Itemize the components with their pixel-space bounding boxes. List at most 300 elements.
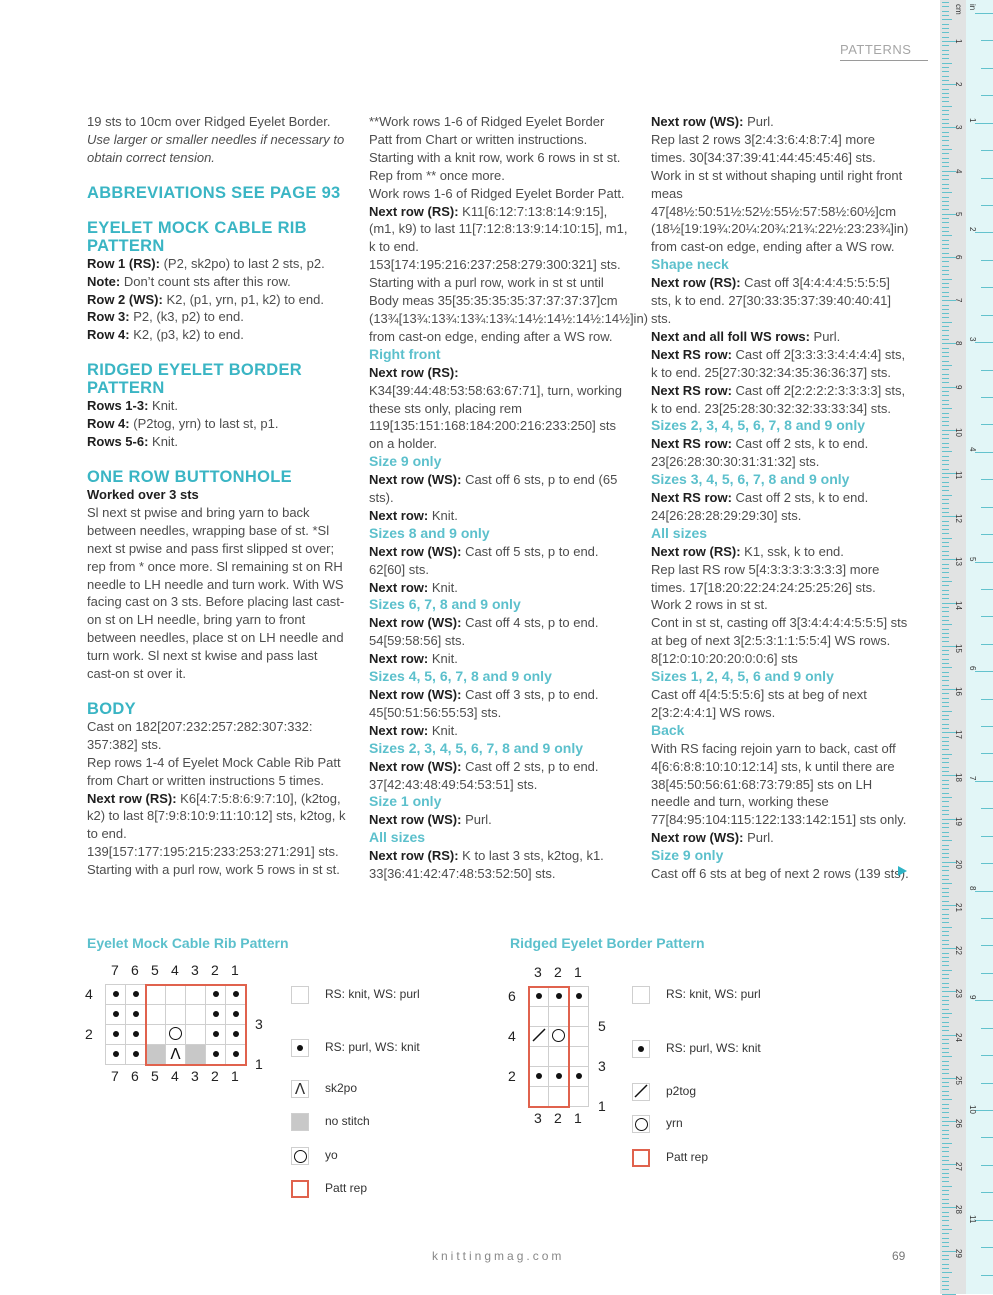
section-rule [840,60,928,61]
ruler-tick [942,197,949,198]
ruler-cm-label: 29 [954,1248,963,1258]
ruler-tick [942,54,949,55]
column-number: 2 [211,962,219,978]
ruler-tick [942,227,949,228]
ruler-tick [981,178,993,179]
ruler-tick [975,232,993,233]
ruler-tick [942,1069,949,1070]
chart-cell [106,1025,126,1045]
ruler-cm-label: 24 [954,1032,963,1042]
ruler-tick [942,1048,949,1049]
ruler-tick [942,97,949,98]
ruler-tick [942,667,952,668]
ruler-cm-label: 16 [954,687,963,696]
ruler-tick [981,150,993,151]
ruler-tick [942,132,949,133]
instruction-line [651,274,913,328]
purl-dot-icon [233,1051,239,1057]
ruler-tick [942,287,949,288]
ruler-tick [981,1247,993,1248]
ruler-tick [942,482,949,483]
row-number: 2 [85,1026,93,1042]
ruler-tick [942,460,949,461]
ruler-tick [942,581,952,582]
instruction-line [369,650,629,668]
chart-cell [206,1005,226,1025]
ruler-tick [942,1169,949,1170]
ruler-tick [942,382,949,383]
instruction-line [369,203,629,257]
ruler-cm-label: 2 [954,82,963,87]
ruler-tick [942,292,949,293]
purl-dot-icon [113,1011,119,1017]
ruler-tick [981,945,993,946]
ruler-tick [942,637,949,638]
instruction-text: Purl. [743,114,774,129]
instruction-label: Next row (RS): [651,275,741,291]
body-text: Rep last RS row 5[4:3:3:3:3:3:3:3] more times. 17[18:20:22:24:24:25:25:26] sts. [651,561,880,595]
ruler-inch-strip [966,0,993,1294]
row-number: 4 [85,986,93,1002]
ruler-tick [981,260,993,261]
ruler-tick [942,598,949,599]
instruction-line [369,507,629,525]
chart-cell [529,987,549,1007]
row-number: 3 [598,1058,606,1074]
chart-cell [126,1005,146,1025]
ruler-tick [942,270,949,271]
ruler-tick [942,931,949,932]
section-heading: RIDGED EYELET BORDER PATTERN [87,361,303,398]
instruction-label: Next row: [369,651,429,667]
ruler-tick [942,296,949,297]
ruler-cm-label: 11 [954,471,963,480]
body-text: Starting with a knit row, work 6 rows in st st. [369,149,621,165]
ruler-tick [942,672,949,673]
purl-dot-icon [133,1011,139,1017]
ruler-tick [942,158,949,159]
ruler-tick [942,374,949,375]
instruction-line [369,579,629,597]
ruler-tick [942,974,949,975]
purl-dot-icon [638,1046,644,1052]
instruction-line [87,308,347,326]
ruler-tick [942,521,949,522]
ruler-tick [942,1073,949,1074]
chart-cell [226,1025,246,1045]
ruler-tick [942,1009,949,1010]
purl-dot-icon [233,991,239,997]
ruler-tick [942,6,949,7]
ruler-cm-label: 13 [954,557,963,567]
ruler-tick [942,1255,949,1256]
purl-dot-icon [536,1073,542,1079]
ruler-tick [942,395,949,396]
ruler-tick [942,849,949,850]
subheading: Sizes 4, 5, 6, 7, 8 and 9 only [369,668,552,685]
body-text: Rep from ** once more. [369,167,505,183]
ruler-cm-label: 27 [954,1162,963,1172]
purl-dot-icon [297,1045,303,1051]
row-number: 6 [508,988,516,1004]
ruler-tick [975,342,993,343]
ruler-tick [942,870,949,871]
chart-cell [166,1045,186,1065]
ruler-tick [942,1108,949,1109]
footer-url: knittingmag.com [432,1249,565,1263]
ruler-tick [942,1017,949,1018]
purl-dot-icon [536,993,542,999]
instruction-text: Cast off 2[3:3:3:3:4:4:4:4] sts, k to end. 25[27:30:32:34:35:36:36:37] sts. [651,346,906,380]
ruler-inch-label: 3 [968,337,977,342]
ruler-tick [981,699,993,700]
instruction-text: K2, (p3, k2) to end. [129,327,244,343]
instruction-line [369,686,629,722]
ruler-tick [942,957,949,958]
ruler-tick [942,685,949,686]
instruction-text: Cast off 2 sts, p to end. 37[42:43:48:49:54:53:51] sts. [369,758,599,792]
ruler-tick [942,274,949,275]
ruler-tick [942,106,952,107]
ruler-tick [942,469,949,470]
ruler-tick [981,1028,993,1029]
instruction-label: Next row (WS): [369,472,462,488]
ruler-tick [942,76,949,77]
ruler-tick [942,512,949,513]
instruction-label: Row 4: [87,327,130,343]
chart-cell [569,1047,589,1067]
ruler-tick [942,166,949,167]
yarn-over-circle-icon [294,1150,307,1163]
column-number: 3 [191,962,199,978]
ruler-tick [942,611,949,612]
ruler-tick [942,266,949,267]
ruler-tick [942,857,949,858]
subheading: Sizes 8 and 9 only [369,524,490,541]
instruction-text: Cast off 5 sts, p to end. 62[60] sts. [369,543,599,577]
chart-cell [186,1025,206,1045]
body-text: **Work rows 1-6 of Ridged Eyelet Border Patt from Chart or written instructions. [369,114,605,147]
legend-label: Patt rep [666,1150,709,1164]
ruler-tick [942,326,949,327]
ruler-tick [942,1177,949,1178]
legend-swatch [632,1083,650,1101]
ruler-tick [942,1086,949,1087]
ruler-tick [942,1151,949,1152]
ruler-tick [942,741,949,742]
body-text: Sl next st pwise and bring yarn to back between needles, wrapping base of st. *Sl next st pwise and pass first slipped st over; rep from * once more. Sl remaining st on RH needle to LH needle and turn work. With WS facing cast on 3 sts. Before placing last cast-on st on LH needle, bring yarn to front between needles, place st on LH needle and turn work. Sl next st kwise and pass last cast-on st over it. [87,504,345,682]
ruler-tick [942,205,949,206]
ruler-tick [981,68,993,69]
ruler-cm-label: 22 [954,946,963,956]
ruler-tick [942,564,949,565]
legend-swatch [632,1040,650,1058]
ruler-tick [942,702,949,703]
legend-label: RS: purl, WS: knit [666,1041,761,1055]
ruler-tick [942,1173,949,1174]
ruler-cm-label: 1 [954,39,963,44]
ruler-inch-label: 11 [968,1214,977,1223]
chart1-title: Eyelet Mock Cable Rib Pattern [87,935,289,951]
instruction-text: Knit. [428,651,458,667]
column-number: 2 [211,1068,219,1084]
ruler-tick [942,737,949,738]
ruler-tick [981,287,993,288]
ruler-tick [942,1203,949,1204]
ruler-tick [942,499,949,500]
ruler-tick [981,205,993,206]
ruler-tick [981,534,993,535]
ruler-tick [942,1125,949,1126]
ruler-tick [942,153,949,154]
ruler-tick [942,1181,949,1182]
ruler-inch-label: 5 [968,556,977,561]
ruler-tick [942,1095,949,1096]
ruler-tick [981,836,993,837]
ruler-tick [942,348,949,349]
ruler-tick [942,434,949,435]
ruler-tick [942,508,949,509]
instruction-text: Knit. [148,398,179,414]
ruler-tick [942,279,952,280]
instruction-text: Cast off 3[4:4:4:4:5:5:5:5] sts, k to end. 27[30:33:35:37:39:40:40:41] sts. [651,275,891,326]
ruler-cm-label: 23 [954,989,963,999]
legend-label: yrn [666,1116,683,1130]
italic-note: Use larger or smaller needles if necessary to obtain correct tension. [87,131,345,165]
ruler-tick [942,940,949,941]
instruction-text: Knit. [428,722,458,738]
ruler-tick [942,309,949,310]
ruler-tick [942,1039,949,1040]
ruler-tick [942,546,949,547]
ruler-tick [942,136,949,137]
ruler-cm-label: 25 [954,1075,963,1085]
chart-cell [106,985,126,1005]
ruler-tick [942,1147,949,1148]
legend-swatch [291,986,309,1004]
instruction-label: Next RS row: [651,490,732,506]
ruler-tick [942,978,949,979]
bold-line: Worked over 3 sts [87,486,199,502]
ruler-tick [942,209,949,210]
ruler-tick [942,970,952,971]
ruler-tick [981,589,993,590]
legend-swatch [291,1113,309,1131]
instruction-label: Note: [87,273,121,289]
ruler-tick [942,425,949,426]
ruler-tick [942,590,949,591]
ruler-inch-label: 1 [968,117,977,123]
chart-grid [528,986,589,1107]
instruction-label: Next row: [369,507,429,523]
ruler-tick [975,13,993,14]
ruler-tick [981,753,993,754]
ruler-tick [942,50,949,51]
ruler-tick [942,11,949,12]
ruler-tick [942,313,949,314]
ruler-tick [942,784,949,785]
subheading: All sizes [369,829,426,846]
ruler-tick [942,762,949,763]
purl-dot-icon [576,1073,582,1079]
ruler-tick [942,248,949,249]
ruler-tick [942,413,949,414]
ruler-tick [981,726,993,727]
ruler-tick [942,676,949,677]
instruction-text: Knit. [148,434,179,450]
instruction-label: Next row: [369,579,429,595]
ruler-tick [942,1052,949,1053]
ruler-tick [942,888,949,889]
ruler-tick [942,698,949,699]
ruler-inch-label: 9 [968,995,977,1000]
instruction-label: Next row (RS): [369,848,459,864]
ruler-tick [975,1000,993,1001]
ruler-tick [942,503,949,504]
ruler-tick [942,1212,949,1213]
instruction-line [651,489,913,525]
ruler-tick [942,719,949,720]
ruler-tick [942,918,949,919]
ruler-tick [942,408,952,409]
ruler-tick [942,1233,949,1234]
purl-dot-icon [113,991,119,997]
ruler-cm-label: 7 [954,298,963,303]
ruler-tick [975,1110,993,1111]
body-text: Cont in st st, casting off 3[3:4:4:4:4:5:5:5] sts at beg of next 3[2:5:3:1:1:5:5:4] WS rows. 8[12:0:10:20:20:0:0:6] sts [651,615,908,667]
subheading: Shape neck [651,256,729,273]
ruler-tick [942,758,949,759]
ruler-tick [942,1013,952,1014]
instruction-text: Purl. [743,830,774,846]
ruler-tick [942,823,949,824]
body-text: Work 2 rows in st st. [651,597,768,613]
ruler-tick [942,1061,949,1062]
legend-swatch [632,1149,650,1167]
ruler-tick [942,110,949,111]
ruler-tick [942,240,949,241]
ruler-tick [981,507,993,508]
body-text: Work rows 1-6 of Ridged Eyelet Border Patt. [369,185,625,201]
ruler-tick [942,140,949,141]
instruction-label: Next row (WS): [369,615,462,631]
subheading: Size 9 only [651,847,724,864]
column-number: 5 [151,1068,159,1084]
ruler-tick [942,464,949,465]
chart-cell [569,1007,589,1027]
ruler-cm-label: 21 [954,903,963,912]
instruction-line [651,113,913,131]
instruction-label: Next and all foll WS rows: [651,328,810,344]
ruler-tick [942,827,949,828]
subheading: Right front [369,345,441,362]
ruler-tick [942,218,949,219]
ruler-tick [942,1143,952,1144]
subheading: Size 9 only [369,453,442,470]
ruler-tick [942,1194,949,1195]
subheading: Sizes 3, 4, 5, 6, 7, 8 and 9 only [651,471,850,488]
instruction-line [87,433,347,451]
ruler-tick [942,659,949,660]
body-text: Cast on 182[207:232:257:282:307:332: 357:382] sts. [87,718,313,752]
body-text: Starting with a purl row, work in st st until Body meas 35[35:35:35:35:37:37:37:37]cm (13¾[13¾:13¾:13¾:13¾:14½:14½:14½:14½]in) from cast-on edge, ending after a WS row. [369,275,648,344]
chart-grid [105,984,246,1065]
row-number: 5 [598,1018,606,1034]
ruler-tick [942,1082,949,1083]
sk2po-icon: Λ [294,1079,306,1098]
ruler-tick [942,883,952,884]
column-number: 3 [534,1110,542,1126]
purl-dot-icon [556,993,562,999]
ruler-tick [942,533,949,534]
ruler-tick [942,378,949,379]
ruler-tick [942,896,949,897]
ruler-tick [942,101,949,102]
chart-cell [126,1045,146,1065]
row-number: 4 [508,1028,516,1044]
ruler-tick [942,555,949,556]
ruler-tick [942,1091,949,1092]
ruler-cm-label: 4 [954,168,963,174]
instruction-line [369,811,629,829]
instruction-label: Next row (RS): [651,543,741,559]
legend-swatch [291,1147,309,1165]
ruler-tick [942,840,952,841]
column-number: 1 [574,964,582,980]
instruction-line [651,543,913,561]
ruler-tick [942,935,949,936]
ruler-tick [942,93,949,94]
ruler-cm-label: 20 [954,859,963,869]
column-number: 1 [574,1110,582,1126]
chart-cell [529,1007,549,1027]
instruction-text: K6[4:7:5:8:6:9:7:10], (k2tog, k2) to last 8[7:9:8:10:9:11:10:12] sts, k2tog, k to end. [87,790,346,842]
column-number: 2 [554,1110,562,1126]
legend-label: RS: knit, WS: purl [325,987,420,1001]
purl-dot-icon [133,1051,139,1057]
ruler-tick [942,417,949,418]
chart-cell [549,1007,569,1027]
column-number: 5 [151,962,159,978]
ruler-tick [981,863,993,864]
ruler-cm-label: 12 [954,514,963,524]
ruler-tick [981,1055,993,1056]
ruler-tick [942,330,949,331]
row-number: 2 [508,1068,516,1084]
ruler-tick [942,283,949,284]
ruler-tick [942,542,949,543]
ruler-tick [942,715,949,716]
instruction-label: Next row (RS): [369,203,459,219]
instruction-line [369,847,629,865]
ruler-tick [942,1104,949,1105]
ruler-tick [942,235,952,236]
legend-swatch [291,1080,309,1098]
instruction-text: Cast off 2 sts, k to end. 23[26:28:30:30:31:31:32] sts. [651,436,869,470]
instruction-label: Row 2 (WS): [87,291,163,307]
instruction-label: Next RS row: [651,436,732,452]
column-number: 4 [171,962,179,978]
legend-label: Patt rep [325,1181,368,1195]
instruction-line [369,722,629,740]
ruler-cm-label: 6 [954,255,963,260]
ruler-tick [981,397,993,398]
ruler-tick [942,724,949,725]
ruler-inch-label: 2 [968,227,977,232]
instruction-label: Next RS row: [651,382,732,398]
ruler-tick [942,1199,949,1200]
chart-cell [226,1005,246,1025]
